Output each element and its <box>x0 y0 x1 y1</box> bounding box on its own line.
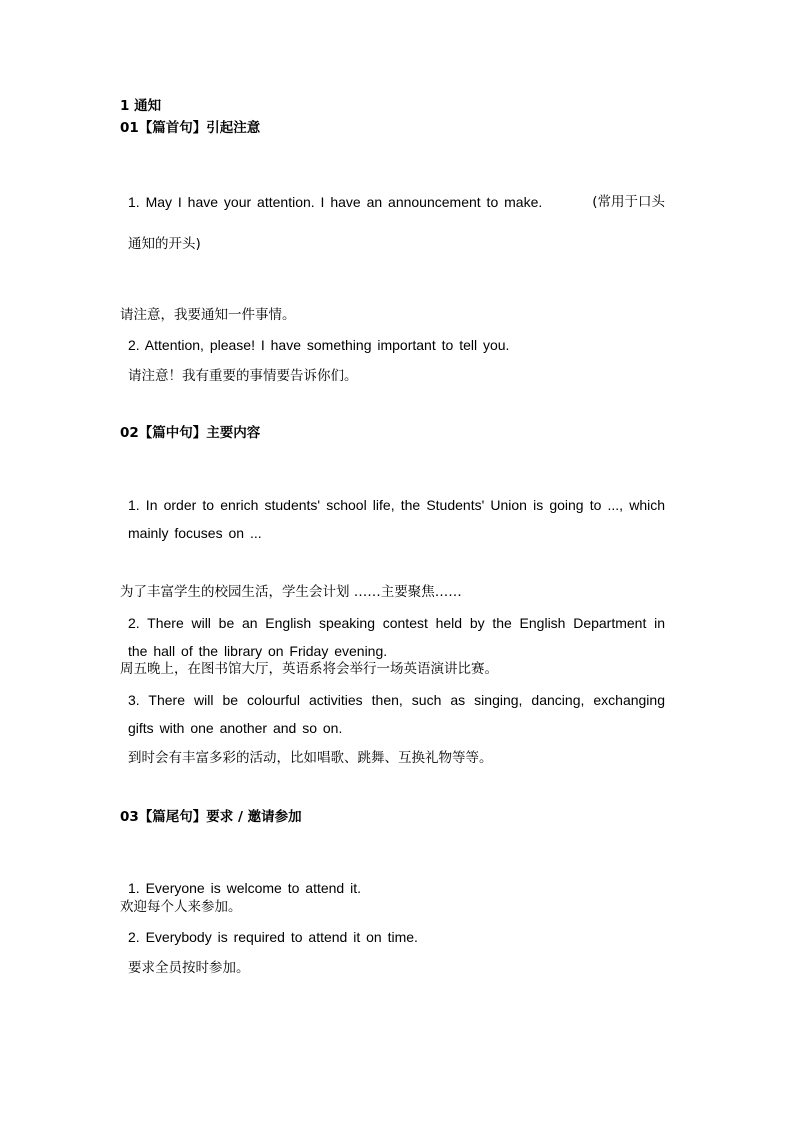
sentence-en-03-1: 1. Everyone is welcome to attend it. <box>128 880 361 896</box>
sentence-zh-02-2: 周五晚上，在图书馆大厅，英语系将会举行一场英语演讲比赛。 <box>120 661 498 677</box>
sentence-en-02-1-line1: 1. In order to enrich students' school life, the Students' Union is going to ..., which <box>128 497 665 513</box>
sentence-zh-02-1: 为了丰富学生的校园生活，学生会计划 ……主要聚焦…… <box>120 584 462 600</box>
sentence-en-02-2-line1: 2. There will be an English speaking contest held by the English Department in <box>128 615 665 631</box>
sentence-en-02-1-line2: mainly focuses on ... <box>128 525 262 541</box>
sentence-zh-03-1: 欢迎每个人来参加。 <box>120 899 242 915</box>
sentence-en-03-2: 2. Everybody is required to attend it on time. <box>128 929 418 945</box>
sentence-en-01-1 <box>128 193 665 211</box>
section-heading-01: 01【篇首句】引起注意 <box>120 120 261 136</box>
sentence-en-02-2-line2: the hall of the library on Friday evening. <box>128 643 388 659</box>
sentence-zh-02-3: 到时会有丰富多彩的活动，比如唱歌、跳舞、互换礼物等等。 <box>128 750 493 766</box>
sentence-zh-03-2: 要求全员按时参加。 <box>128 960 250 976</box>
section-heading-03: 03【篇尾句】要求 / 邀请参加 <box>120 809 302 825</box>
sentence-note-cont: 通知的开头) <box>128 236 201 252</box>
sentence-en-02-3-line1: 3. There will be colourful activities then, such as singing, dancing, exchanging <box>128 692 665 708</box>
document-title: 1 通知 <box>120 98 162 114</box>
sentence-note: (常用于口头 <box>592 194 665 210</box>
sentence-en-02-3-line2: gifts with one another and so on. <box>128 720 343 736</box>
sentence-zh-01-1: 请注意，我要通知一件事情。 <box>120 307 296 323</box>
section-heading-02: 02【篇中句】主要内容 <box>120 425 261 441</box>
sentence-zh-01-2: 请注意！我有重要的事情要告诉你们。 <box>128 368 358 384</box>
sentence-en-01-2: 2. Attention, please! I have something important to tell you. <box>128 337 510 353</box>
sentence-en-text: 1. May I have your attention. I have an announcement to make. <box>128 194 543 210</box>
